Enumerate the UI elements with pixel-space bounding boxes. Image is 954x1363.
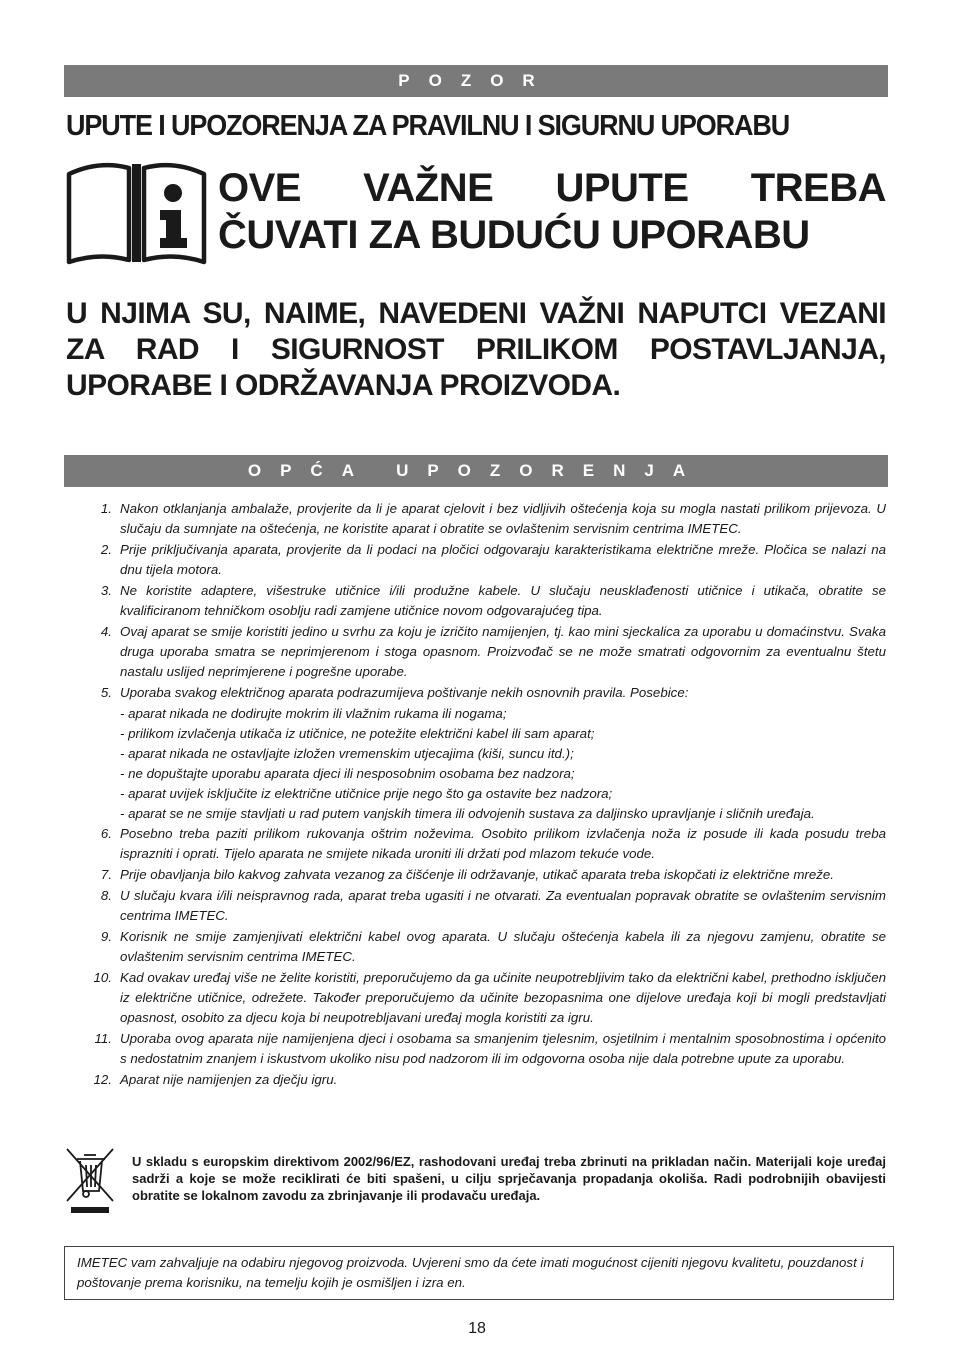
item-text: Posebno treba paziti prilikom rukovanja oštrim noževima. Osobito prilikom izvlačenja noža iz posude ili kada posudu treba isprazniti i oprati. Tijelo aparata ne smijete nikada uroniti ili držati pod mlazom tekuće vode. xyxy=(120,826,886,861)
item-text: Prije obavljanja bilo kakvog zahvata vezanog za čišćenje ili održavanje, utikač aparata treba iskopčati iz električne mreže. xyxy=(120,867,834,882)
item-number: 6. xyxy=(100,826,112,841)
sub-item: - aparat nikada ne ostavljajte izložen vremenskim utjecajima (kiši, suncu itd.); xyxy=(120,746,574,761)
item-text: Korisnik ne smije zamjenjivati električni kabel ovog aparata. U slučaju oštećenja kabela ili za njegovu zamjenu, obratite se ovlaštenim servisnim centrima IMETEC. xyxy=(120,929,886,964)
item-text: U slučaju kvara i/ili neispravnog rada, aparat treba ugasiti i ne otvarati. Za eventualan popravak obratite se ovlaštenim servisnim centrima IMETEC. xyxy=(120,888,886,923)
item-text: Aparat nije namijenjen za dječju igru. xyxy=(120,1072,338,1087)
list-item xyxy=(78,622,886,682)
item-text: Kad ovakav uređaj više ne želite koristiti, preporučujemo da ga učinite neupotrebljivim tako da električni kabel, prethodno isključen iz električne utičnice, odrežete. Također preporučujemo da učinite bezopasnima one dijelove uređaja koji bi mogli predstavljati opasnost, osobito za djecu koja bi neupotrebljavani uređaj mogla koristiti za igru. xyxy=(120,970,886,1025)
list-item xyxy=(78,968,886,1028)
list-item xyxy=(78,499,886,539)
item-number: 4. xyxy=(100,624,112,639)
crossed-out-bin-icon xyxy=(64,1145,116,1215)
sub-item: - aparat uvijek isključite iz električne utičnice prije nego što ga ostavite bez nadzora; xyxy=(120,786,613,801)
sub-item: - ne dopuštajte uporabu aparata djeci ili nesposobnim osobama bez nadzora; xyxy=(120,766,575,781)
item-number: 1. xyxy=(100,501,112,516)
item-text: Ovaj aparat se smije koristiti jedino u svrhu za koju je izričito namijenjen, tj. kao mini sjeckalica za uporabu u domaćinstvu. Svaka druga uporaba smatra se neprimjerenom i stoga opasnom. Proizvođač se ne može smatrati odgovornim za eventualnu štetu nastalu uslijed neprimjerene i pogrešne uporabe. xyxy=(120,624,886,679)
sub-item: - prilikom izvlačenja utikača iz utičnice, ne potežite električni kabel ili sam aparat; xyxy=(120,726,595,741)
heading-line-1: OVE VAŽNE UPUTE TREBA xyxy=(218,166,886,210)
list-item xyxy=(78,927,886,967)
list-item xyxy=(78,1070,886,1090)
pozor-banner: POZOR xyxy=(64,65,888,97)
intro-heading xyxy=(66,296,886,404)
item-number: 11. xyxy=(94,1031,112,1046)
intro-line-2: ZA RAD I SIGURNOST PRILIKOM POSTAVLJANJA, xyxy=(66,333,886,366)
item-number: 8. xyxy=(100,888,112,903)
weee-disposal-notice: U skladu s europskim direktivom 2002/96/EZ, rashodovani uređaj treba zbrinuti na prikladan način. Materijali koje uređaj sadrži a koje se može reciklirati će biti spašeni, u cilju sprječavanja propadanja okoliša. Radi podrobnijih obavijesti obratite se lokalnom zavodu za zbrinjavanje ili prodavaču uređaja. xyxy=(132,1154,886,1203)
list-item xyxy=(78,581,886,621)
thank-you-box: IMETEC vam zahvaljuje na odabiru njegovog proizvoda. Uvjereni smo da ćete imati mogućnost cijeniti njegovu kvalitetu, pouzdanost i poštovanje prema korisniku, na temelju kojih je osmišljen i izra en. xyxy=(64,1246,894,1300)
page-number: 18 xyxy=(468,1320,486,1337)
item-text: Uporaba ovog aparata nije namijenjena djeci i osobama sa smanjenim tjelesnim, osjetilnim i mentalnim sposobnostima i općenito s nedostatnim znanjem i iskustvom ukoliko nisu pod nadzorom ili im odgovorna osoba nije dala potrebne upute za uporabu. xyxy=(120,1031,886,1066)
info-book-icon xyxy=(64,158,209,266)
intro-line-3: UPORABE I ODRŽAVANJA PROIZVODA. xyxy=(66,369,621,402)
list-item xyxy=(78,824,886,864)
item-number: 2. xyxy=(100,542,112,557)
item-text: Uporaba svakog električnog aparata podrazumijeva poštivanje nekih osnovnih pravila. Posebice: xyxy=(120,685,689,700)
list-item xyxy=(78,886,886,926)
sub-item: - aparat nikada ne dodirujte mokrim ili vlažnim rukama ili nogama; xyxy=(120,706,507,721)
sub-list xyxy=(78,704,886,824)
item-number: 9. xyxy=(100,929,112,944)
list-item xyxy=(78,865,886,885)
item-number: 5. xyxy=(100,685,112,700)
list-item xyxy=(78,683,886,703)
intro-line-1: U NJIMA SU, NAIME, NAVEDENI VAŽNI NAPUTCI VEZANI xyxy=(66,297,886,330)
item-number: 7. xyxy=(100,867,112,882)
item-number: 10. xyxy=(93,970,112,985)
item-number: 12. xyxy=(93,1072,112,1087)
item-text: Nakon otklanjanja ambalaže, provjerite da li je aparat cjelovit i bez vidljivih oštećenja koja su mogla nastati prilikom prijevoza. U slučaju da sumnjate na oštećenja, ne koristite aparat i obratite se ovlaštenim servisnim centrima IMETEC. xyxy=(120,501,886,536)
item-number: 3. xyxy=(100,583,112,598)
warnings-list xyxy=(78,499,886,1091)
item-text: Prije priključivanja aparata, provjerite da li podaci na pločici odgovaraju karakteristikama električne mreže. Pločica se nalazi na dnu tijela motora. xyxy=(120,542,886,577)
item-text: Ne koristite adaptere, višestruke utičnice i/ili produžne kabele. U slučaju neusklađenosti utičnice i utikača, obratite se kvalificiranom tehničkom osoblju radi zamjene utičnice novom odgovarajućeg tipa. xyxy=(120,583,886,618)
safety-subtitle: UPUTE I UPOZORENJA ZA PRAVILNU I SIGURNU UPORABU xyxy=(66,110,790,142)
sub-item: - aparat se ne smije stavljati u rad putem vanjskih timera ili odvojenih sustava za daljinsko upravljanje i sličnih uređaja. xyxy=(120,806,815,821)
section-banner: OPĆA UPOZORENJA xyxy=(64,455,888,487)
heading-line-2: ČUVATI ZA BUDUĆU UPORABU xyxy=(218,213,810,257)
list-item xyxy=(78,540,886,580)
list-item xyxy=(78,1029,886,1069)
keep-instructions-heading xyxy=(218,165,886,259)
